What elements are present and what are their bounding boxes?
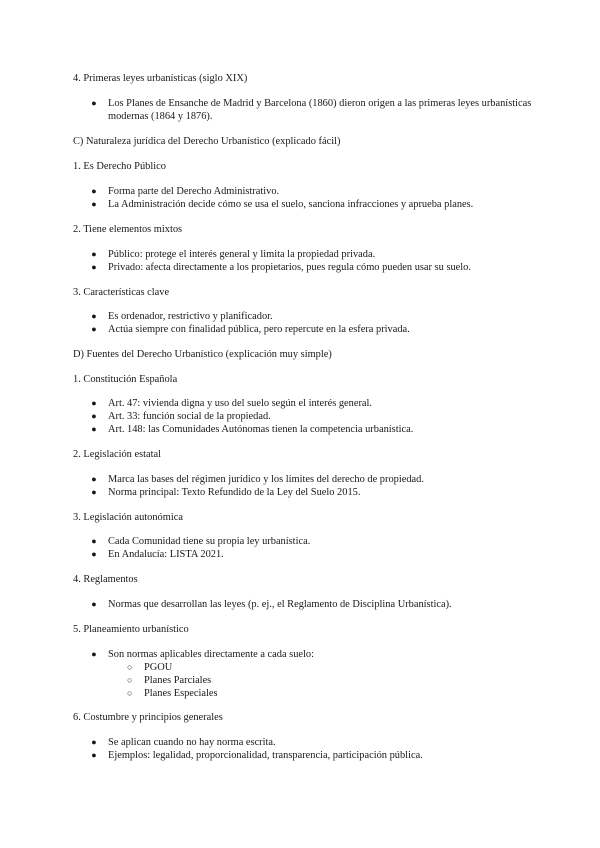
section-heading: 3. Legislación autonómica (73, 512, 183, 523)
bullet-icon: ● (91, 737, 97, 747)
bullet-icon: ● (91, 199, 97, 209)
bullet-icon: ● (91, 249, 97, 259)
section-heading: 4. Primeras leyes urbanísticas (siglo XIX) (73, 73, 248, 84)
document-page: 4. Primeras leyes urbanísticas (siglo XIX) ● Los Planes de Ensanche de Madrid y Barcelona (1860) dieron origen a las primeras leyes urbanísticas modernas (1864 y 1876). C) Naturaleza jurídica del Derecho Urbanístico (explicado fácil) 1. Es Derecho Público ● Forma parte del Derecho Administrativo. ● La Administración decide cómo se usa el suelo, sanciona infracciones y aprueba planes. 2. Tiene elementos mixtos ● Público: protege el interés general y limita la propiedad privada. ● Privado: afecta directamente a los propietarios, pues regula cómo pueden usar su suelo. 3. Características clave ● Es ordenador, restrictivo y planificador. ● Actúa siempre con finalidad pública, pero repercute en la esfera privada. D) Fuentes del Derecho Urbanístico (explicación muy simple) 1. Constitución Española ● Art. 47: vivienda digna y uso del suelo según el interés general. ● Art. 33: función social de la propiedad. ● Art. 148: las Comunidades Autónomas tienen la competencia urbanística. 2. Legislación estatal ● Marca las bases del régimen jurídico y los límites del derecho de propiedad. ● Norma principal: Texto Refundido de la Ley del Suelo 2015. 3. Legislación autonómica ● Cada Comunidad tiene su propia ley urbanística. ● En Andalucía: LISTA 2021. 4. Reglamentos ● Normas que desarrollan las leyes (p. ej., el Reglamento de Disciplina Urbanística). 5. Planeamiento urbanístico ● Son normas aplicables directamente a cada suelo: ○ PGOU ○ Planes Parciales ○ Planes Especiales 6. Costumbre y principios generales ● Se aplican cuando no hay norma escrita. ● Ejemplos: legalidad, proporcionalidad, transparencia, participación pública. (73, 73, 532, 761)
section-heading: 2. Tiene elementos mixtos (73, 224, 183, 235)
bullet-icon: ● (91, 98, 97, 108)
section-heading: 3. Características clave (73, 287, 170, 298)
circle-bullet-icon: ○ (127, 675, 133, 685)
bullet-icon: ● (91, 474, 97, 484)
section-heading: 6. Costumbre y principios generales (73, 712, 223, 723)
bullet-icon: ● (91, 262, 97, 272)
bullet-icon: ● (91, 398, 97, 408)
bullet-icon: ● (91, 649, 97, 659)
bullet-icon: ● (91, 424, 97, 434)
bullet-icon: ● (91, 599, 97, 609)
circle-bullet-icon: ○ (127, 662, 133, 672)
section-heading: D) Fuentes del Derecho Urbanístico (explicación muy simple) (73, 349, 332, 360)
bullet-icon: ● (91, 411, 97, 421)
bullet-icon: ● (91, 186, 97, 196)
section-heading: 5. Planeamiento urbanístico (73, 624, 189, 635)
section-heading: 1. Es Derecho Público (73, 161, 166, 172)
section-heading: C) Naturaleza jurídica del Derecho Urbanístico (explicado fácil) (73, 136, 341, 147)
bullet-icon: ● (91, 487, 97, 497)
bullet-icon: ● (91, 750, 97, 760)
section-heading: 4. Reglamentos (73, 574, 138, 585)
bullet-icon: ● (91, 536, 97, 546)
bullet-icon: ● (91, 324, 97, 334)
bullet-icon: ● (91, 549, 97, 559)
section-heading: 2. Legislación estatal (73, 449, 162, 460)
bullet-icon: ● (91, 311, 97, 321)
section-heading: 1. Constitución Española (73, 374, 178, 385)
circle-bullet-icon: ○ (127, 688, 133, 698)
